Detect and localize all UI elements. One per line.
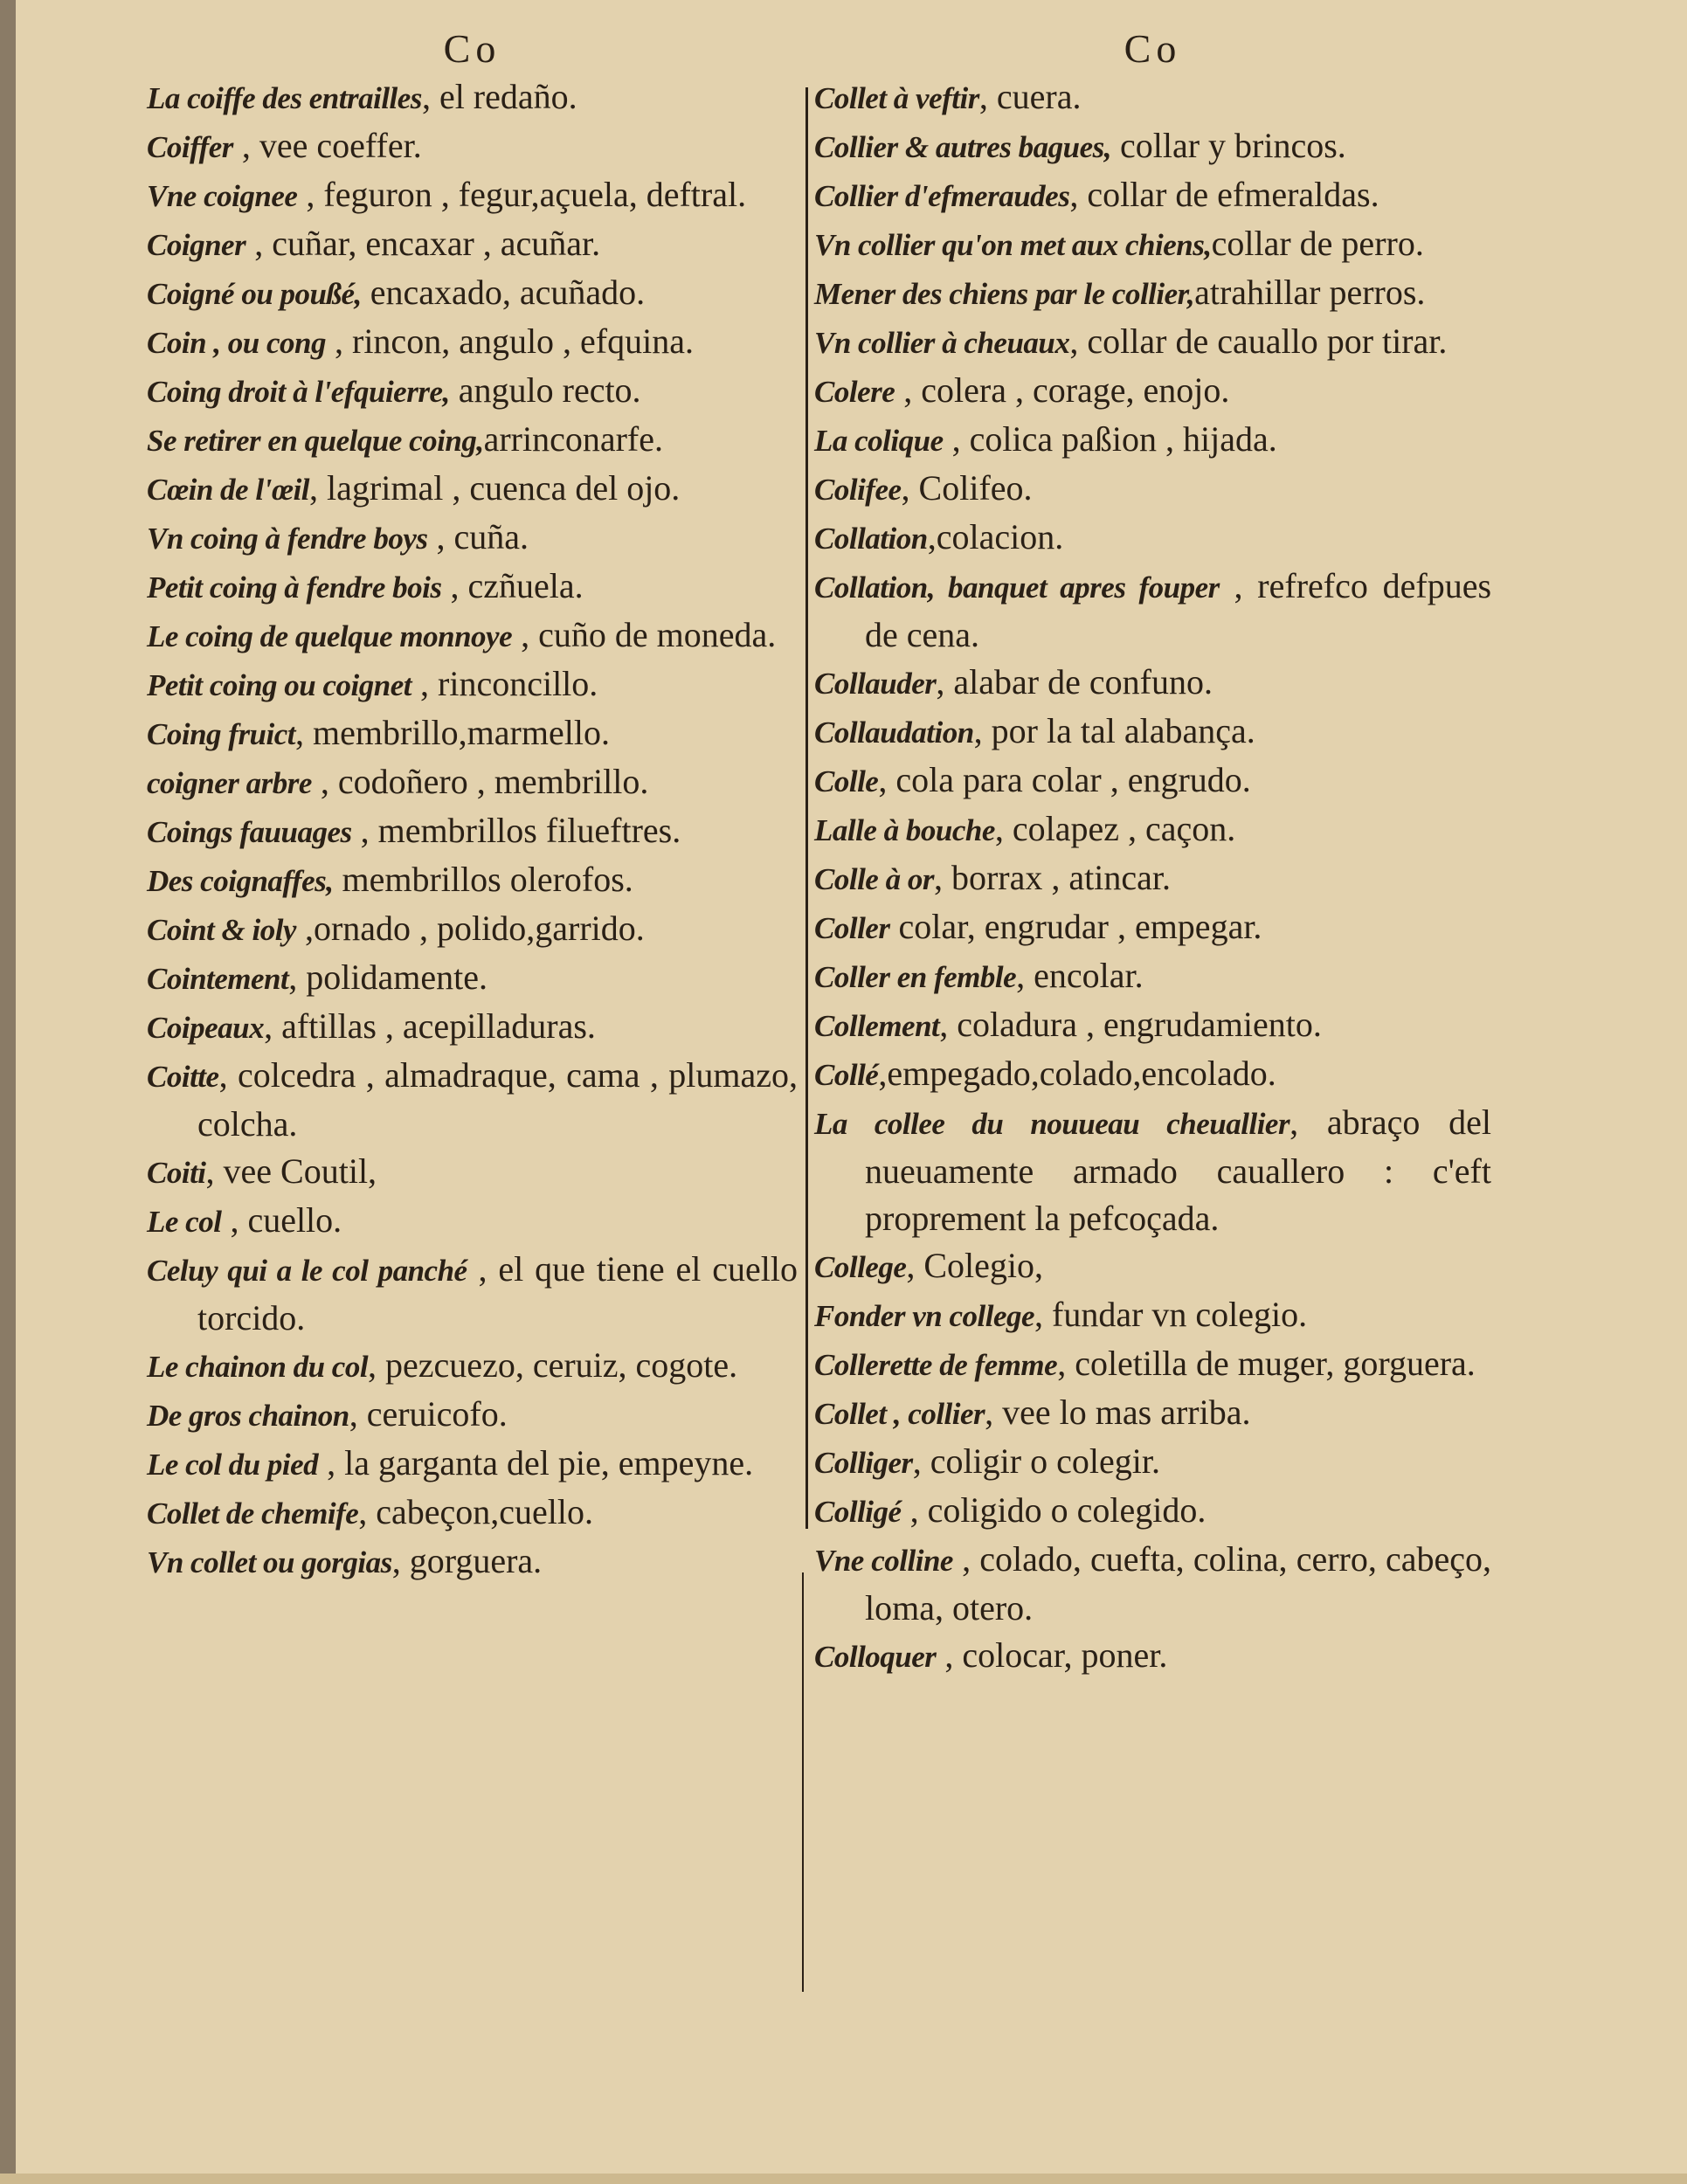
spanish-translation: , membrillo,marmello. [295, 713, 610, 752]
spanish-translation: membrillos olerofos. [333, 860, 633, 899]
spanish-translation: , vee lo mas arriba. [985, 1393, 1251, 1432]
french-headword: De gros chainon [147, 1399, 349, 1433]
spanish-translation: , codoñero , membrillo. [311, 762, 649, 801]
french-headword: Collé [814, 1058, 879, 1092]
spanish-translation: , cuña. [427, 517, 529, 556]
column-rule-upper [805, 87, 808, 1529]
french-headword: Colifee [814, 473, 902, 507]
french-headword: Cœin de l'œil [147, 473, 310, 507]
dictionary-entry [147, 416, 798, 465]
dictionary-entry [814, 952, 1491, 1001]
french-headword: Coigné ou poußé, [147, 277, 362, 311]
french-headword: Vne colline [814, 1544, 953, 1578]
dictionary-entry [147, 709, 798, 758]
dictionary-entry [814, 1099, 1491, 1242]
french-headword: Coller en femble [814, 960, 1017, 994]
dictionary-entry [814, 708, 1491, 757]
spanish-translation: arrinconarfe. [483, 419, 663, 459]
dictionary-entry [147, 367, 798, 416]
spanish-translation: , ceruicofo. [349, 1394, 508, 1434]
dictionary-entry [814, 1487, 1491, 1536]
french-headword: Collement [814, 1009, 940, 1043]
french-headword: Se retirer en quelque coing, [147, 424, 484, 458]
french-headword: Coitte [147, 1060, 219, 1094]
page-binding-edge [0, 0, 16, 2184]
spanish-translation: , colcedra , almadraque, cama , plumazo, colcha. [197, 1055, 798, 1144]
french-headword: Coing droit à l'efquierre, [147, 375, 450, 409]
dictionary-entry [147, 171, 798, 220]
french-headword: College [814, 1250, 907, 1284]
right-running-head: Co [1124, 26, 1182, 71]
french-headword: Coings fauuages [147, 815, 352, 849]
dictionary-entry [814, 757, 1491, 805]
french-headword: Lalle à bouche [814, 813, 995, 847]
spanish-translation: , rinconcillo. [411, 664, 598, 703]
dictionary-entry [814, 220, 1491, 269]
dictionary-entry [814, 1389, 1491, 1438]
french-headword: Collation, banquet apres fouper [814, 570, 1220, 605]
french-headword: Le coing de quelque monnoye [147, 619, 513, 653]
spanish-translation: , polidamente. [288, 957, 487, 997]
spanish-translation: ,ornado , polido,garrido. [295, 909, 645, 948]
spanish-translation: , membrillos filueftres. [351, 811, 681, 850]
dictionary-entry [147, 1246, 798, 1342]
dictionary-entry [814, 318, 1491, 367]
spanish-translation: , coletilla de muger, gorguera. [1057, 1344, 1476, 1383]
dictionary-entry [147, 269, 798, 318]
spanish-translation: , colera , corage, enojo. [895, 370, 1230, 410]
spanish-translation: ,colacion. [927, 517, 1064, 556]
french-headword: La coiffe des entrailles [147, 81, 422, 115]
spanish-translation: , collar de efmeraldas. [1069, 175, 1379, 214]
spanish-translation: , rincon, angulo , efquina. [326, 321, 694, 361]
french-headword: Colle [814, 764, 879, 798]
french-headword: Collier d'efmeraudes [814, 179, 1070, 213]
spanish-translation: , cuello. [221, 1200, 342, 1240]
dictionary-entry [147, 122, 798, 171]
french-headword: Celuy qui a le col panché [147, 1254, 467, 1288]
spanish-translation: , pezcuezo, ceruiz, cogote. [368, 1345, 738, 1385]
dictionary-entry [814, 1340, 1491, 1389]
spanish-translation: , borrax , atincar. [933, 858, 1171, 897]
french-headword: Coing fruict [147, 717, 296, 751]
dictionary-entry [814, 1536, 1491, 1632]
dictionary-entry [814, 1001, 1491, 1050]
dictionary-entry [814, 563, 1491, 659]
dictionary-entry [814, 903, 1491, 952]
dictionary-entry [814, 1632, 1491, 1681]
dictionary-entry [147, 660, 798, 709]
french-headword: Coller [814, 911, 890, 945]
french-headword: Vn coing à fendre boys [147, 522, 428, 556]
french-headword: Collauder [814, 667, 937, 701]
spanish-translation: collar y brincos. [1110, 126, 1346, 165]
spanish-translation: , vee coeffer. [232, 126, 422, 165]
left-column [147, 26, 798, 1586]
spanish-translation: , Colegio, [906, 1246, 1044, 1285]
french-headword: Vn collier qu'on met aux chiens, [814, 228, 1212, 262]
spanish-translation: , coligir o colegir. [912, 1441, 1160, 1481]
dictionary-entry [814, 465, 1491, 514]
dictionary-entry [147, 465, 798, 514]
french-headword: Coigner [147, 228, 246, 262]
spanish-translation: ,empegado,colado,encolado. [878, 1054, 1276, 1093]
dictionary-entry [147, 856, 798, 905]
spanish-translation: , fundar vn colegio. [1034, 1295, 1308, 1334]
dictionary-entry [147, 1197, 798, 1246]
right-column [814, 26, 1491, 1681]
dictionary-entry [814, 367, 1491, 416]
spanish-translation: atrahillar perros. [1194, 273, 1426, 312]
dictionary-entry [814, 171, 1491, 220]
dictionary-entry [814, 1242, 1491, 1291]
spanish-translation: , cabeçon,cuello. [358, 1492, 594, 1531]
dictionary-entry [147, 318, 798, 367]
spanish-translation: , colica paßion , hijada. [943, 419, 1277, 459]
french-headword: Coin , ou cong [147, 326, 326, 360]
french-headword: Collet à veftir [814, 81, 979, 115]
dictionary-entry [147, 905, 798, 954]
spanish-translation: , lagrimal , cuenca del ojo. [309, 468, 681, 508]
french-headword: Colligé [814, 1495, 902, 1529]
spanish-translation: , cuño de moneda. [512, 615, 777, 654]
french-headword: Collet , collier [814, 1397, 985, 1431]
spanish-translation: , abraço del nueuamente armado cauallero : c'eft proprement la pefcoçada. [865, 1102, 1492, 1238]
dictionary-entry [147, 1489, 798, 1538]
french-headword: Collier & autres bagues, [814, 130, 1111, 164]
dictionary-entry [814, 122, 1491, 171]
dictionary-entry [147, 612, 798, 660]
french-headword: Vn collet ou gorgias [147, 1545, 392, 1579]
spanish-translation: , czñuela. [441, 566, 584, 605]
spanish-translation: , la garganta del pie, empeyne. [318, 1443, 754, 1482]
french-headword: Collation [814, 522, 928, 556]
dictionary-entry [147, 1003, 798, 1052]
spanish-translation: , collar de cauallo por tirar. [1069, 321, 1448, 361]
french-headword: Fonder vn college [814, 1299, 1035, 1333]
french-headword: Des coignaffes, [147, 864, 334, 898]
dictionary-entry [814, 1438, 1491, 1487]
dictionary-entry [147, 1440, 798, 1489]
spanish-translation: , Colifeo. [901, 468, 1033, 508]
spanish-translation: collar de perro. [1211, 224, 1424, 263]
dictionary-entry [147, 807, 798, 856]
spanish-translation: , refrefco defpues de cena. [865, 566, 1492, 654]
french-headword: Le chainon du col [147, 1350, 369, 1384]
spanish-translation: , colado, cuefta, colina, cerro, cabeço, loma, otero. [865, 1539, 1491, 1628]
dictionary-entry [147, 563, 798, 612]
dictionary-entry [147, 1538, 798, 1586]
spanish-translation: , el que tiene el cuello torcido. [197, 1249, 798, 1337]
dictionary-entry [814, 1050, 1491, 1099]
spanish-translation: , colocar, poner. [936, 1635, 1168, 1675]
left-entry-list [147, 73, 798, 1586]
dictionary-entry [814, 269, 1491, 318]
spanish-translation: , coligido o colegido. [901, 1490, 1206, 1530]
french-headword: Coint & ioly [147, 913, 296, 947]
dictionary-entry [147, 1391, 798, 1440]
right-entry-list [814, 73, 1491, 1681]
dictionary-entry [814, 805, 1491, 854]
french-headword: Collerette de femme [814, 1348, 1058, 1382]
spanish-translation: , coladura , engrudamiento. [939, 1005, 1322, 1044]
spanish-translation: , colapez , caçon. [994, 809, 1236, 848]
spanish-translation: , vee Coutil, [205, 1151, 377, 1191]
french-headword: Petit coing à fendre bois [147, 570, 442, 605]
french-headword: Colere [814, 375, 895, 409]
spanish-translation: angulo recto. [449, 370, 641, 410]
page-bottom-edge [0, 2174, 1687, 2184]
french-headword: coigner arbre [147, 766, 312, 800]
french-headword: Le col du pied [147, 1448, 319, 1482]
spanish-translation: , cuñar, encaxar , acuñar. [245, 224, 601, 263]
dictionary-entry [814, 854, 1491, 903]
dictionary-entry [147, 1148, 798, 1197]
dictionary-entry [814, 659, 1491, 708]
spanish-translation: , aftillas , acepilladuras. [264, 1006, 596, 1046]
dictionary-entry [147, 954, 798, 1003]
spanish-translation: , cuera. [978, 77, 1082, 116]
french-headword: Collet de chemife [147, 1496, 359, 1531]
french-headword: Coiffer [147, 130, 233, 164]
spanish-translation: , gorguera. [391, 1541, 543, 1580]
french-headword: La collee du nouueau cheuallier [814, 1107, 1290, 1141]
dictionary-entry [147, 73, 798, 122]
dictionary-entry [814, 73, 1491, 122]
french-headword: La colique [814, 424, 944, 458]
french-headword: Colloquer [814, 1640, 937, 1674]
french-headword: Coiti [147, 1156, 206, 1190]
dictionary-entry [147, 1342, 798, 1391]
french-headword: Collaudation [814, 715, 974, 750]
dictionary-entry [147, 1052, 798, 1148]
french-headword: Le col [147, 1205, 222, 1239]
spanish-translation: , alabar de confuno. [936, 662, 1213, 702]
dictionary-entry [147, 220, 798, 269]
spanish-translation: colar, engrudar , empegar. [889, 907, 1262, 946]
spanish-translation: , cola para colar , engrudo. [878, 760, 1251, 799]
dictionary-entry [147, 758, 798, 807]
french-headword: Coipeaux [147, 1011, 265, 1045]
french-headword: Colle à or [814, 862, 934, 896]
spanish-translation: , por la tal alabança. [973, 711, 1255, 750]
spanish-translation: encaxado, acuñado. [361, 273, 646, 312]
french-headword: Vne coignee [147, 179, 298, 213]
dictionary-entry [814, 514, 1491, 563]
spanish-translation: , encolar. [1016, 956, 1144, 995]
french-headword: Cointement [147, 962, 289, 996]
french-headword: Vn collier à cheuaux [814, 326, 1070, 360]
french-headword: Petit coing ou coignet [147, 668, 412, 702]
column-rule-lower [802, 1572, 804, 1992]
spanish-translation: , feguron , fegur,açuela, deftral. [297, 175, 747, 214]
spanish-translation: , el redaño. [421, 77, 577, 116]
french-headword: Colliger [814, 1446, 913, 1480]
left-running-head: Co [443, 26, 501, 71]
dictionary-entry [814, 416, 1491, 465]
dictionary-entry [147, 514, 798, 563]
french-headword: Mener des chiens par le collier, [814, 277, 1195, 311]
dictionary-entry [814, 1291, 1491, 1340]
